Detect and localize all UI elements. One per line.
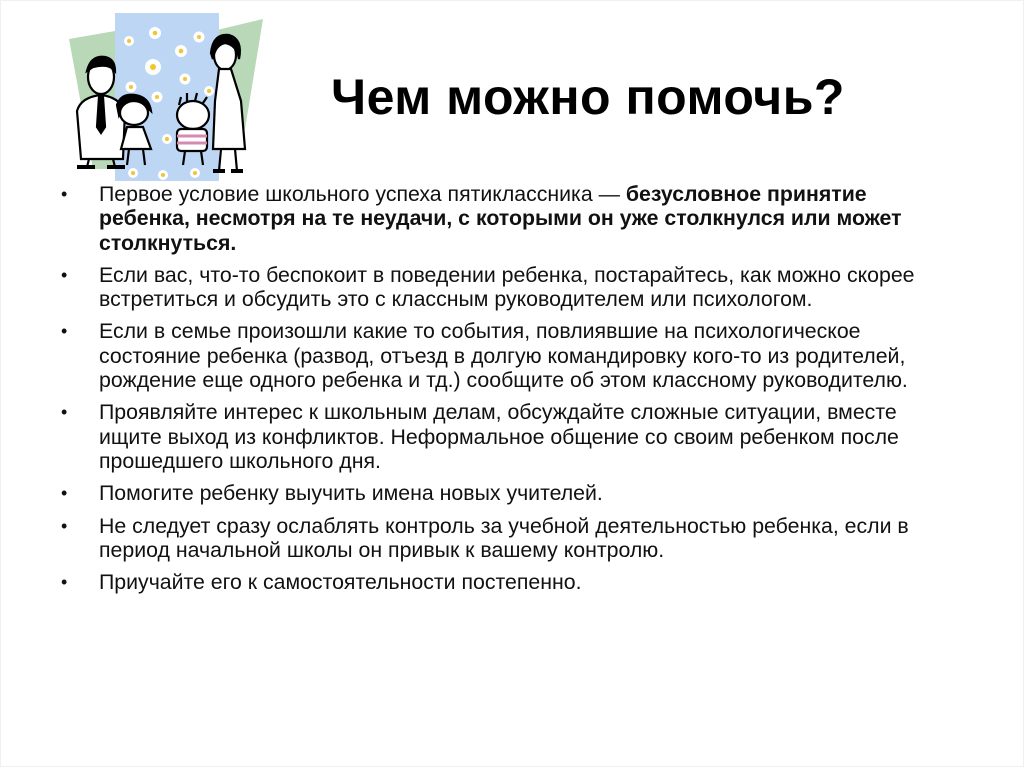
bullet-icon: •	[61, 402, 68, 423]
bullet-list	[59, 182, 959, 602]
bullet-text: Если в семье произошли какие то события, повлиявшие на психологическое состояние ребенка (развод, отъезд в долгую командировку кого-то из родителей, рождение еще одного ребенка и тд.) сообщите об этом классному руководителю.	[99, 319, 908, 393]
slide-title: Чем можно помочь?	[331, 69, 845, 125]
bullet-item	[59, 182, 959, 255]
bullet-text: Первое условие школьного успеха пятиклассника —	[99, 182, 626, 206]
bullet-icon: •	[61, 264, 68, 285]
bullet-icon: •	[61, 184, 68, 204]
bullet-text: Проявляйте интерес к школьным делам, обсуждайте сложные ситуации, вместе ищите выход из конфликтов. Неформальное общение со своим ребенком после прошедшего школьного дня.	[99, 400, 899, 473]
bullet-item	[59, 263, 959, 312]
bullet-text: Не следует сразу ослаблять контроль за учебной деятельностью ребенка, если в период начальной школы он привык к вашему контролю.	[99, 513, 909, 562]
bullet-icon: •	[61, 515, 68, 536]
bullet-item	[59, 319, 959, 392]
bullet-text: Помогите ребенку выучить имена новых учителей.	[99, 481, 603, 506]
family-clipart-icon	[63, 9, 263, 181]
family-clipart	[63, 9, 263, 181]
bullet-text: Приучайте его к самостоятельности постепенно.	[99, 570, 582, 595]
bullet-icon: •	[61, 321, 68, 342]
bullet-item	[59, 570, 959, 594]
bullet-icon: •	[61, 483, 68, 504]
bullet-text: Если вас, что-то беспокоит в поведении ребенка, постарайтесь, как можно скорее встретиться и обсудить это с классным руководителем или психологом.	[99, 262, 915, 312]
bullet-item	[59, 400, 959, 473]
bullet-icon: •	[61, 572, 68, 593]
bullet-item	[59, 481, 959, 505]
bullet-item	[59, 514, 959, 563]
bullet-text-emphasis: безусловное принятие ребенка, несмотря на те неудачи, с которыми он уже столкнулся или может столкнуться.	[99, 182, 902, 255]
